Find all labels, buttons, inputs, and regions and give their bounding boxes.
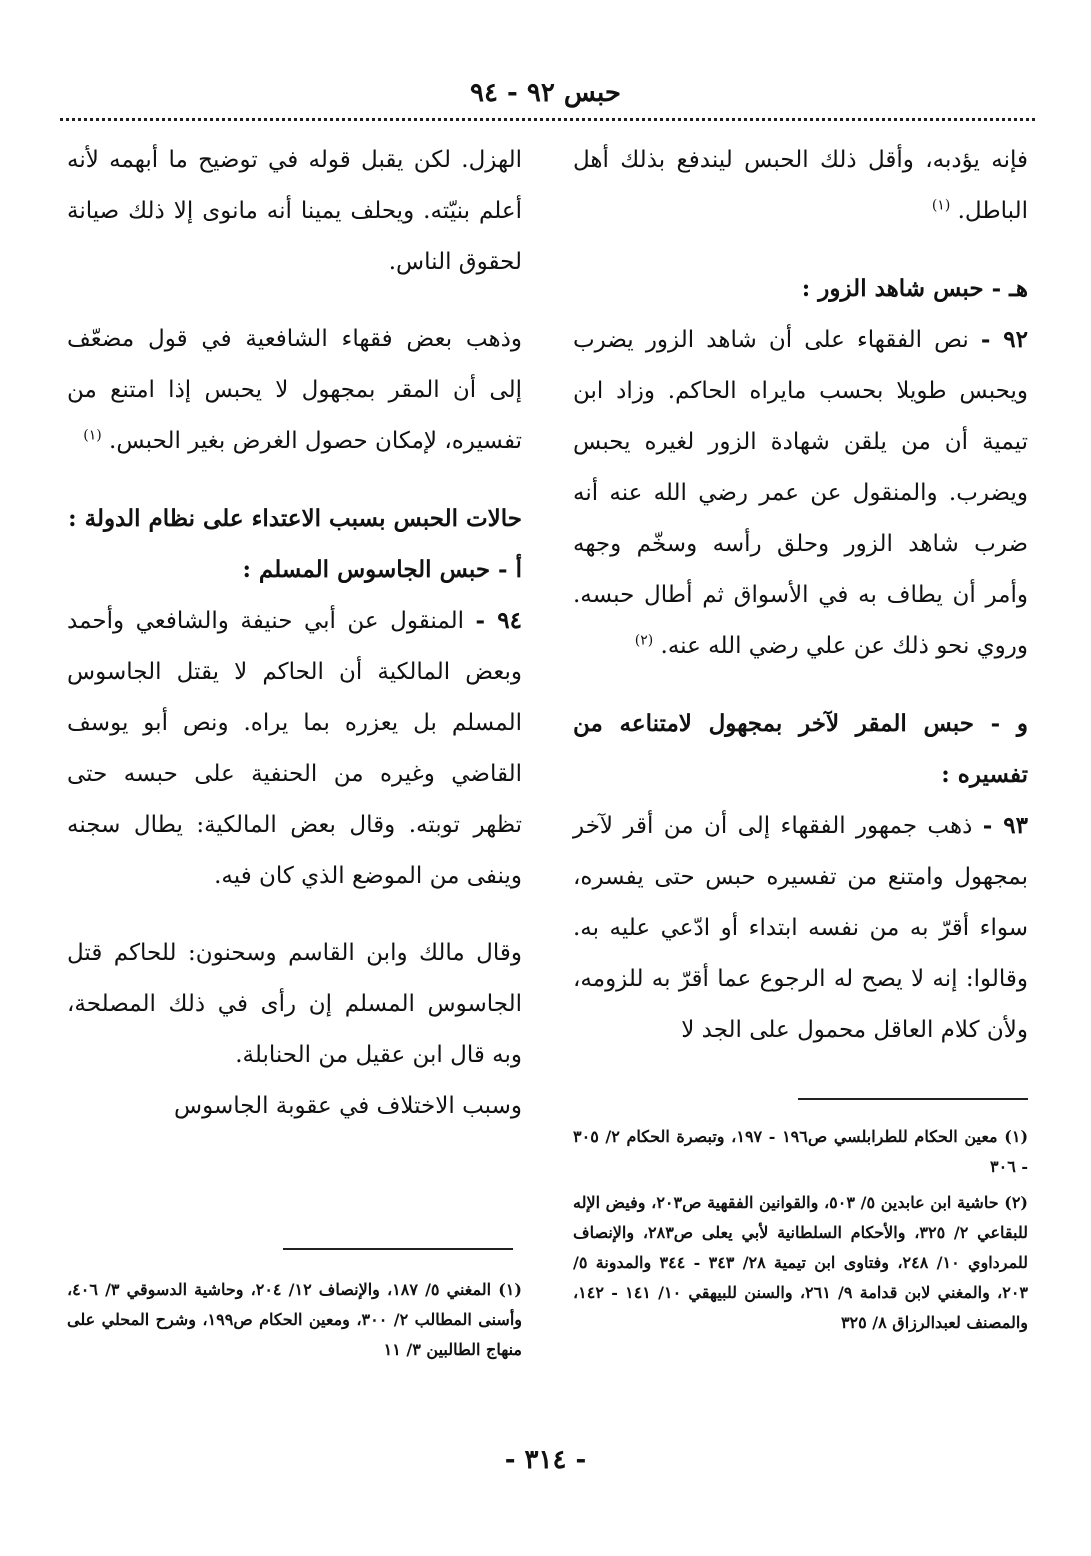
section-heading-h: هـ - حبس شاهد الزور : <box>801 275 1028 302</box>
subheading-spy: أ - حبس الجاسوس المسلم : <box>242 556 522 583</box>
footnote-ref: (١) <box>83 427 102 444</box>
cause-paragraph: وسبب الاختلاف في عقوبة الجاسوس <box>174 1093 522 1119</box>
paragraph-number: ٩٣ - <box>982 812 1029 839</box>
paragraph-94: ٩٤ - المنقول عن أبي حنيفة والشافعي وأحمد وبعض المالكية أن الحاكم لا يقتل الجاسوس المسلم بل يعزره بما يراه. ونص أبو يوسف القاضي وغيره من الحنفية على حبسه حتى تظهر توبته. وقال بعض المالكية: يطال سجنه وينفى من الموضع الذي كان فيه. <box>67 607 522 889</box>
section-heading-state: حالات الحبس بسبب الاعتداء على نظام الدولة : <box>68 505 522 532</box>
footnotes-right <box>573 1122 1028 1344</box>
footnote-ref: (٢) <box>634 632 654 649</box>
continuation-paragraph: الهزل. لكن يقبل قوله في توضيح ما أبهمه لأنه أعلم بنيّته. ويحلف يمينا أنه مانوى إلا ذلك صيانة لحقوق الناس. <box>67 147 522 275</box>
paragraph-93: ٩٣ - ذهب جمهور الفقهاء إلى أن من أقر لآخر بمجهول وامتنع من تفسيره حبس حتى يفسره، سواء أقرّ به من نفسه ابتداء أو ادّعي عليه به. وقالوا: إنه لا يصح له الرجوع عما أقرّ به للزومه، ولأن كلام العاقل محمول على الجد لا <box>573 812 1029 1043</box>
paragraph-92: ٩٢ - نص الفقهاء على أن شاهد الزور يضرب ويحبس طويلا بحسب مايراه الحاكم. وزاد ابن تيمية أن من يلقن شهادة الزور لغيره يحبس ويضرب. والمنقول عن عمر رضي الله عنه أنه ضرب شاهد الزور وحلق رأسه وسخّم وجهه وأمر أن يطاف به في الأسواق ثم أطال حبسه. وروي نحو ذلك عن علي رضي الله عنه. $^{(٢)}$ <box>573 326 1028 659</box>
header-dotted-divider <box>60 118 1035 121</box>
running-header: حبس ٩٢ - ٩٤ <box>470 78 621 108</box>
intro-paragraph: فإنه يؤدبه، وأقل ذلك الحبس ليندفع بذلك أهل الباطل. $^{(١)}$ <box>573 147 1028 224</box>
footnote-2: (٢) حاشية ابن عابدين ٥/ ٥٠٣، والقوانين الفقهية ص٢٠٣، وفيض الإله للبقاعي ٢/ ٣٢٥، والأحكام السلطانية لأبي يعلى ص٢٨٣، والإنصاف للمرداوي ١٠/ ٢٤٨، وفتاوى ابن تيمية ٢٨/ ٣٤٣ - ٣٤٤ والمدونة ٥/ ٢٠٣، والمغني لابن قدامة ٩/ ٢٦١، والسنن للبيهقي ١٠/ ١٤١ - ١٤٢، والمصنف لعبدالرزاق ٨/ ٣٢٥ <box>573 1193 1029 1332</box>
malik-paragraph: وقال مالك وابن القاسم وسحنون: للحاكم قتل الجاسوس المسلم إن رأى في ذلك المصلحة، وبه قال ابن عقيل من الحنابلة. <box>67 940 522 1068</box>
footnote-1: (١) معين الحكام للطرابلسي ص١٩٦ - ١٩٧، وتبصرة الحكام ٢/ ٣٠٥ - ٣٠٦ <box>573 1127 1029 1176</box>
right-column <box>573 135 1028 1056</box>
footnote-1: (١) المغني ٥/ ١٨٧، والإنصاف ١٢/ ٢٠٤، وحاشية الدسوقي ٣/ ٤٠٦، وأسنى المطالب ٢/ ٣٠٠، ومعين الحكام ص١٩٩، وشرح المحلي على منهاج الطالبين ٣/ ١١ <box>67 1280 523 1359</box>
section-heading-w: و - حبس المقر لآخر بمجهول لامتناعه من تفسيره : <box>573 710 1028 788</box>
footnotes-left <box>67 1275 522 1371</box>
left-column <box>67 135 522 1132</box>
footnote-rule-left <box>283 1248 513 1250</box>
paragraph-number: ٩٢ - <box>980 326 1028 353</box>
page-number: - ٣١٤ - <box>504 1445 587 1475</box>
shafii-paragraph: وذهب بعض فقهاء الشافعية في قول مضعّف إلى أن المقر بمجهول لا يحبس إذا امتنع من تفسيره، لإمكان حصول الغرض بغير الحبس. $^{(١)}$ <box>67 326 522 454</box>
paragraph-number: ٩٤ - <box>475 607 522 634</box>
footnote-rule-right <box>798 1098 1028 1100</box>
footnote-ref: (١) <box>931 197 951 214</box>
